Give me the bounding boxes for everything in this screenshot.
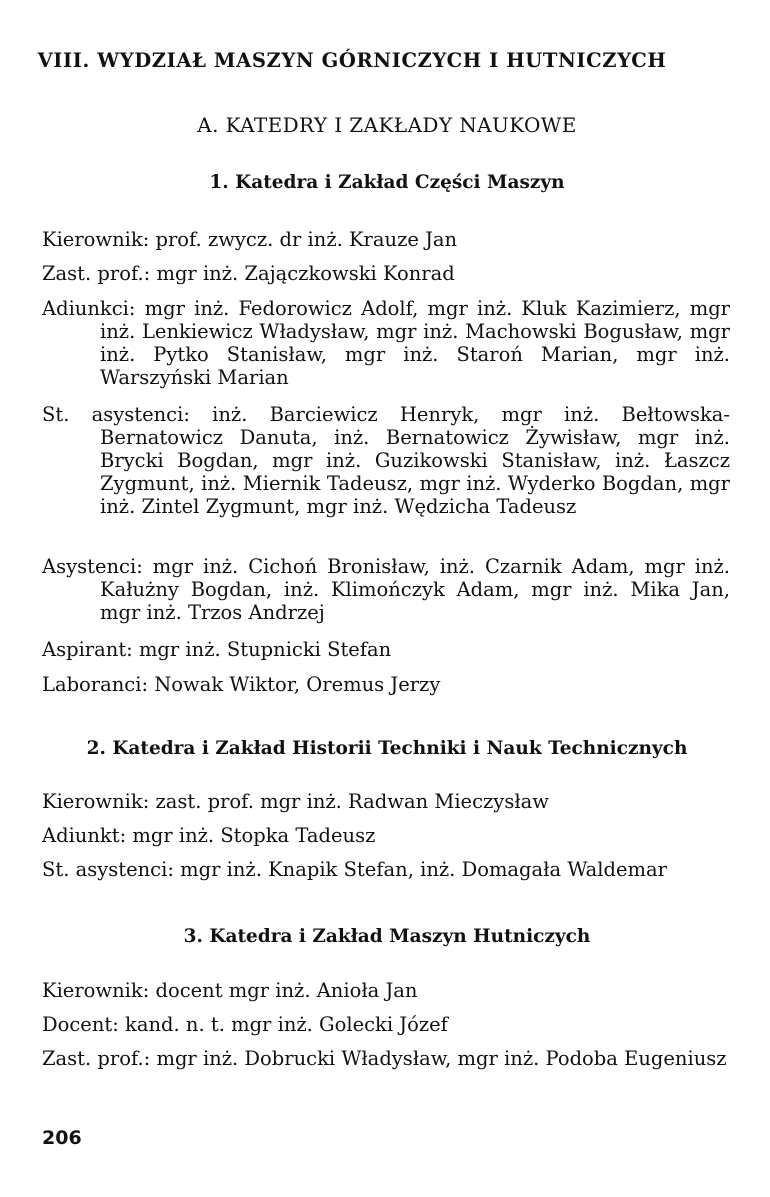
faculty-heading: VIII. WYDZIAŁ MASZYN GÓRNICZYCH I HUTNICZYCH bbox=[37, 49, 667, 72]
department-title: 3. Katedra i Zakład Maszyn Hutniczych bbox=[183, 926, 591, 947]
staff-names: docent mgr inż. Anioła Jan bbox=[155, 979, 418, 1002]
role-label: Zast. prof.: bbox=[42, 262, 151, 285]
staff-names: inż. Barciewicz Henryk, mgr inż. Bełtowska-Bernatowicz Danuta, inż. Bernatowicz Żywisław, mgr inż. Brycki Bogdan, mgr inż. Guzikowski Stanisław, inż. Łaszcz Zygmunt, inż. Miernik Tadeusz, mgr inż. Wyderko Bogdan, mgr inż. Zintel Zygmunt, mgr inż. Wędzicha Tadeusz bbox=[100, 403, 730, 518]
role-label: Kierownik: bbox=[42, 979, 150, 1002]
staff-entry bbox=[42, 790, 730, 813]
staff-entry bbox=[42, 403, 730, 518]
staff-names: zast. prof. mgr inż. Radwan Mieczysław bbox=[155, 790, 549, 813]
role-label: Kierownik: bbox=[42, 790, 150, 813]
staff-names: kand. n. t. mgr inż. Golecki Józef bbox=[125, 1013, 448, 1036]
staff-entry bbox=[42, 1013, 730, 1036]
role-label: Docent: bbox=[42, 1013, 119, 1036]
staff-names: mgr inż. Stopka Tadeusz bbox=[132, 824, 376, 847]
role-label: Kierownik: bbox=[42, 228, 150, 251]
role-label: Asystenci: bbox=[42, 555, 143, 578]
role-label: St. asystenci: bbox=[42, 858, 174, 881]
staff-entry bbox=[42, 297, 730, 389]
staff-names: mgr inż. Fedorowicz Adolf, mgr inż. Kluk Kazimierz, mgr inż. Lenkiewicz Władysław, mgr inż. Machowski Bogusław, mgr inż. Pytko Stanisław, mgr inż. Staroń Marian, mgr inż. Warszyński Marian bbox=[100, 297, 731, 389]
role-label: St. asystenci: bbox=[42, 403, 190, 426]
staff-entry bbox=[42, 979, 730, 1002]
role-label: Laboranci: bbox=[42, 673, 149, 696]
department-title: 1. Katedra i Zakład Części Maszyn bbox=[209, 172, 565, 193]
staff-entry bbox=[42, 858, 730, 881]
staff-entry bbox=[42, 262, 730, 285]
staff-entry bbox=[42, 228, 730, 251]
staff-entry bbox=[42, 1047, 730, 1070]
staff-entry bbox=[42, 638, 730, 661]
staff-entry bbox=[42, 673, 730, 696]
role-label: Adiunkt: bbox=[42, 824, 127, 847]
role-label: Aspirant: bbox=[42, 638, 133, 661]
staff-entry bbox=[42, 824, 730, 847]
page-number: 206 bbox=[42, 1127, 82, 1149]
role-label: Zast. prof.: bbox=[42, 1047, 151, 1070]
staff-entry bbox=[42, 555, 730, 624]
role-label: Adiunkci: bbox=[42, 297, 136, 320]
staff-names: Nowak Wiktor, Oremus Jerzy bbox=[154, 673, 441, 696]
staff-names: mgr inż. Cichoń Bronisław, inż. Czarnik Adam, mgr inż. Kałużny Bogdan, inż. Klimończyk Adam, mgr inż. Mika Jan, mgr inż. Trzos Andrzej bbox=[100, 555, 730, 624]
staff-names: mgr inż. Stupnicki Stefan bbox=[138, 638, 392, 661]
department-title: 2. Katedra i Zakład Historii Techniki i Nauk Technicznych bbox=[86, 738, 688, 759]
staff-names: mgr inż. Zajączkowski Konrad bbox=[156, 262, 455, 285]
staff-names: mgr inż. Dobrucki Władysław, mgr inż. Podoba Eugeniusz bbox=[156, 1047, 727, 1070]
staff-names: prof. zwycz. dr inż. Krauze Jan bbox=[155, 228, 458, 251]
section-heading: A. KATEDRY I ZAKŁADY NAUKOWE bbox=[197, 113, 577, 137]
staff-names: mgr inż. Knapik Stefan, inż. Domagała Waldemar bbox=[180, 858, 667, 881]
